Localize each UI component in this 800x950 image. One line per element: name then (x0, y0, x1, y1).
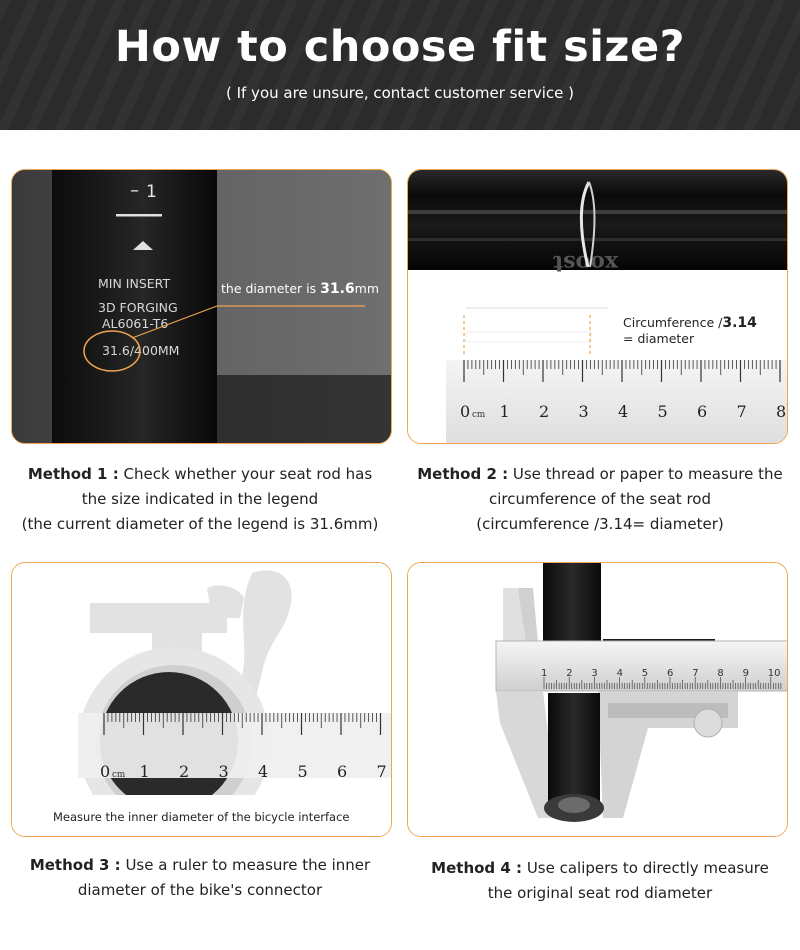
caliper-number: 7 (692, 668, 699, 679)
thread-strip (466, 332, 591, 342)
method3-image-panel (11, 562, 392, 837)
size-marking-text: 31.6/400MM (102, 343, 180, 358)
bike-interface-photo (12, 563, 392, 837)
ruler-unit: cm (112, 770, 126, 780)
caliper-number: 5 (641, 668, 649, 679)
ruler-number: 0 (100, 762, 111, 781)
method1-caption: Method 1 : Check whether your seat rod has the size indicated in the legend (the current diameter of the legend is 31.6mm) (21, 465, 379, 533)
ruler-number: 7 (736, 402, 747, 421)
ruler-number: 0 (460, 402, 471, 421)
tube-mark-number: 1 (146, 182, 157, 202)
ruler-number: 5 (657, 402, 668, 421)
ruler-number: 2 (539, 402, 550, 421)
diameter-callout: the diameter is 31.6mm (221, 281, 379, 297)
tube-mark-dash: – (130, 180, 139, 201)
caliper-number: 2 (566, 668, 573, 679)
interface-caption: Measure the inner diameter of the bicycle interface (53, 810, 350, 824)
min-insert-text: MIN INSERT (98, 276, 171, 291)
ruler-number: 4 (618, 402, 629, 421)
page-title: How to choose fit size? (114, 22, 686, 72)
method2-image-panel (407, 169, 788, 444)
circumference-photo (408, 170, 788, 444)
method1-image-panel (11, 169, 392, 444)
seat-post-top (543, 563, 601, 643)
ruler-unit: cm (472, 410, 486, 420)
svg-text:xoost: xoost (552, 250, 618, 276)
circumference-callout: Circumference /3.14 (623, 315, 757, 331)
caliper-number: 6 (667, 668, 674, 679)
alloy-text: AL6061-T6 (102, 316, 169, 331)
seatpost-photo (12, 170, 392, 444)
calipers-photo (408, 563, 788, 837)
ruler-number: 8 (776, 402, 787, 421)
ruler-number: 3 (578, 402, 589, 421)
method4-image-panel (407, 562, 788, 837)
ruler-number: 7 (376, 762, 387, 781)
forging-text: 3D FORGING (98, 300, 178, 315)
method4-caption: Method 4 : Use calipers to directly measure the original seat rod diameter (431, 859, 769, 902)
caliper-thumb-wheel (694, 709, 722, 737)
ruler-number: 2 (179, 762, 190, 781)
ruler-number: 6 (697, 402, 708, 421)
ruler-number: 5 (297, 762, 308, 781)
page-subtitle: ( If you are unsure, contact customer service ) (225, 84, 575, 102)
method4-label: Method 4 : (431, 859, 523, 877)
ruler-numbers (460, 402, 786, 421)
method2-label: Method 2 : (417, 465, 509, 483)
ruler-number: 1 (499, 402, 510, 421)
seat-post-bottom (548, 693, 600, 811)
ruler-number: 6 (337, 762, 348, 781)
caliper-number: 4 (616, 668, 623, 679)
ruler-number: 4 (258, 762, 269, 781)
caliper-number: 10 (767, 668, 781, 679)
diameter-formula: = diameter (623, 331, 695, 346)
tube-mark-line (116, 214, 162, 217)
method3-label: Method 3 : (29, 856, 121, 874)
header-banner (0, 0, 800, 130)
caliper-number: 1 (541, 668, 548, 679)
method1-label: Method 1 : (27, 465, 119, 483)
caliper-number: 9 (742, 668, 749, 679)
caliper-number: 3 (591, 668, 598, 679)
method3-caption: Method 3 : Use a ruler to measure the inner diameter of the bike's connector (29, 856, 371, 899)
caliper-number: 8 (717, 668, 724, 679)
method2-caption: Method 2 : Use thread or paper to measure the circumference of the seat rod (circumference /3.14= diameter) (417, 465, 783, 533)
ruler-number: 1 (139, 762, 150, 781)
ruler-number: 3 (218, 762, 229, 781)
